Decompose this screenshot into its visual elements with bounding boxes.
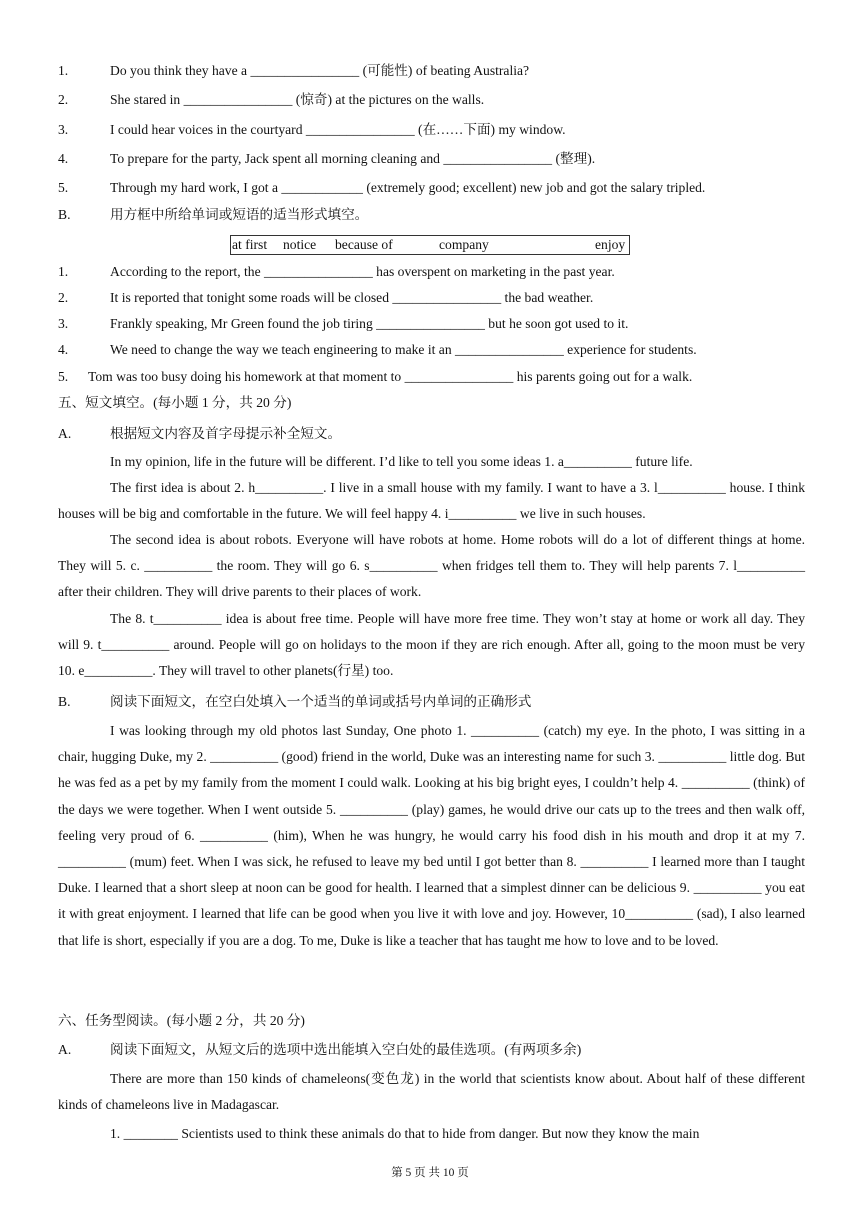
part-label: A. [58, 426, 72, 441]
question-number: 2. [58, 92, 69, 107]
part-instruction: 用方框中所给单词或短语的适当形式填空。 [110, 207, 369, 222]
question-text: According to the report, the ________________ has overspent on marketing in the past year. [110, 264, 615, 279]
question-text: To prepare for the party, Jack spent all morning cleaning and ________________ (整理). [110, 151, 596, 166]
word-box-item: notice [283, 237, 317, 252]
part-label: B. [58, 694, 71, 709]
question-text: We need to change the way we teach engineering to make it an ________________ experience for students. [110, 342, 697, 357]
passage-paragraph: 1. ________ Scientists used to think these animals do that to hide from danger. But now they know the main [110, 1126, 700, 1141]
word-box-item: at first [232, 237, 268, 252]
word-box-item: enjoy [595, 237, 626, 252]
question-text: Frankly speaking, Mr Green found the job tiring ________________ but he soon got used to it. [110, 316, 629, 331]
question-text: Do you think they have a ________________ (可能性) of beating Australia? [110, 63, 530, 78]
passage-paragraph: The first idea is about 2. h__________. I live in a small house with my family. I want to have a 3. l__________ house. I think houses will be big and comfortable in the future. We will feel happy 4. i__________ we live in such houses. [58, 480, 805, 522]
question-number: 3. [58, 122, 69, 137]
word-box-item: company [439, 237, 489, 252]
question-number: 2. [58, 290, 69, 305]
question-text: I could hear voices in the courtyard ________________ (在……下面) my window. [110, 122, 566, 137]
word-box-item: because of [335, 237, 393, 252]
question-number: 1. [58, 264, 69, 279]
question-text: Through my hard work, I got a ____________ (extremely good; excellent) new job and got the salary tripled. [110, 180, 706, 195]
question-text: It is reported that tonight some roads will be closed ________________ the bad weather. [110, 290, 594, 305]
passage-paragraph: The 8. t__________ idea is about free time. People will have more free time. They won’t stay at home or work all day. They will 9. t__________ around. People will go on holidays to the moon if they are rich enough. After all, going to the moon must be very 10. e__________. They will travel to other planets(行星) too. [58, 611, 805, 679]
word-box [230, 235, 630, 255]
question-number: 1. [58, 63, 69, 78]
passage-paragraph: The second idea is about robots. Everyone will have robots at home. Home robots will do a lot of different things at home. They will 5. c. __________ the room. They will go 6. s__________ when fridges tell them to. They will help parents 7. l__________ after their children. They will drive parents to their places of work. [58, 532, 805, 600]
part-instruction: 根据短文内容及首字母提示补全短文。 [110, 426, 342, 441]
passage-paragraph: I was looking through my old photos last Sunday, One photo 1. __________ (catch) my eye. In the photo, I was sitting in a chair, hugging Duke, my 2. __________ (good) friend in the world, Duke was an interesting name for such 3. __________ little dog. But he was fed as a pet by my family from the moment I could walk. Looking at his big bright eyes, I couldn’t help 4. __________ (think) of the days we were together. When I went outside 5. __________ (play) games, he would drive our cats up to the trees and then walk off, feeling very proud of 6. __________ (him), When he was hungry, he would carry his food dish in his mouth and drop it at my 7. __________ (mum) feet. When I was sick, he refused to leave my bed until I got better than 8. __________ I learned more than I taught Duke. I learned that a short sleep at noon can be good for health. I learned that a simplest dinner can be delicious 9. __________ you eat it with great enjoyment. I learned that life can be good when you live it with love and joy. However, 10__________ (sad), I also learned that life is short, especially if you are a dog. To me, Duke is like a teacher that has taught me how to love and to be loved. [58, 723, 805, 948]
question-number: 4. [58, 151, 69, 166]
question-number: 4. [58, 342, 69, 357]
passage-paragraph: In my opinion, life in the future will be different. I’d like to tell you some ideas 1. a__________ future life. [110, 454, 693, 469]
part-instruction: 阅读下面短文，从短文后的选项中选出能填入空白处的最佳选项。(有两项多余) [110, 1042, 582, 1057]
question-number: 5. [58, 369, 69, 384]
page-footer: 第 5 页 共 10 页 [391, 1167, 469, 1179]
part-instruction: 阅读下面短文，在空白处填入一个适当的单词或括号内单词的正确形式 [110, 694, 532, 709]
question-number: 5. [58, 180, 69, 195]
question-text: Tom was too busy doing his homework at that moment to ________________ his parents going out for a walk. [88, 369, 693, 384]
part-label: B. [58, 207, 71, 222]
part-label: A. [58, 1042, 72, 1057]
question-number: 3. [58, 316, 69, 331]
passage-paragraph: There are more than 150 kinds of chameleons(变色龙) in the world that scientists know about. About half of these different kinds of chameleons live in Madagascar. [58, 1071, 805, 1113]
question-text: She stared in ________________ (惊奇) at the pictures on the walls. [110, 92, 485, 107]
